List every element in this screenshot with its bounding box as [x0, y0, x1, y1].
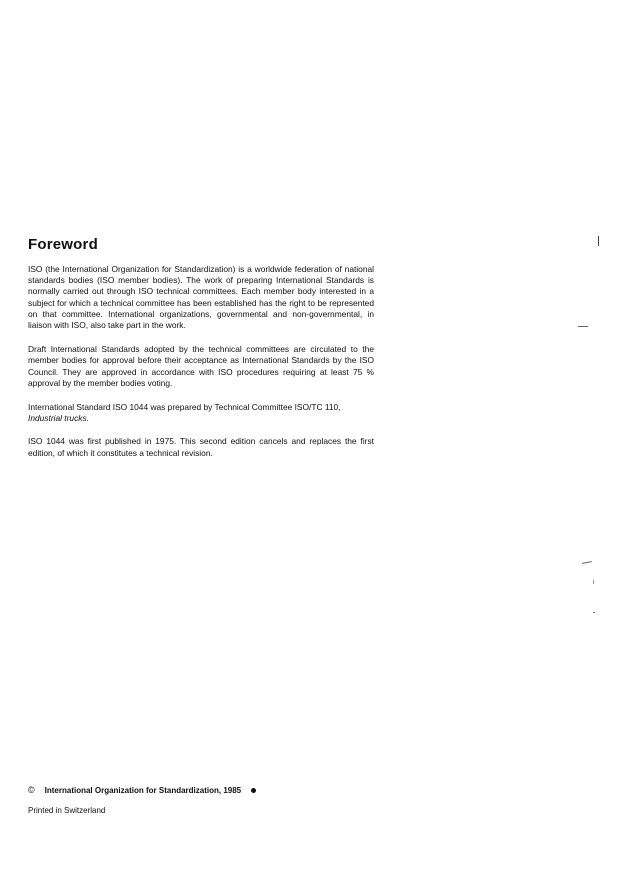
bullet-dot-icon	[251, 788, 256, 793]
paragraph-draft-standards: Draft International Standards adopted by the technical committees are circulated to the member bodies for approval before their acceptance as International Standards by the ISO Council. They are approved in accordance with ISO procedures requiring at least 75 % approval by the member bodies voting.	[28, 344, 374, 388]
paragraph-iso-intro: ISO (the International Organization for Standardization) is a worldwide federation of national standards bodies (ISO member bodies). The work of preparing International Standards is normally carried out through ISO technical committees. Each member body interested in a subject for which a technical committee has been established has the right to be represented on that committee. International organizations, governmental and non-governmental, in liaison with ISO, also take part in the work.	[28, 264, 374, 331]
scan-artifact-4	[593, 612, 595, 613]
foreword-body	[28, 264, 374, 472]
scan-artifact-1	[598, 236, 599, 246]
copyright-line	[28, 785, 256, 795]
scan-artifact-5	[593, 580, 594, 584]
paragraph-preparation	[28, 402, 374, 424]
page-title: Foreword	[28, 236, 98, 253]
scan-artifact-2	[578, 326, 588, 327]
paragraph-edition: ISO 1044 was first published in 1975. This second edition cancels and replaces the first edition, of which it constitutes a technical revision.	[28, 436, 374, 458]
printed-location: Printed in Switzerland	[28, 806, 106, 815]
copyright-text: International Organization for Standardization, 1985	[44, 785, 242, 795]
committee-title: Industrial trucks.	[28, 413, 89, 424]
copyright-icon: ©	[28, 785, 35, 795]
preparation-text: International Standard ISO 1044 was prepared by Technical Committee ISO/TC 110,	[28, 402, 341, 413]
scan-artifact-3	[582, 561, 592, 564]
